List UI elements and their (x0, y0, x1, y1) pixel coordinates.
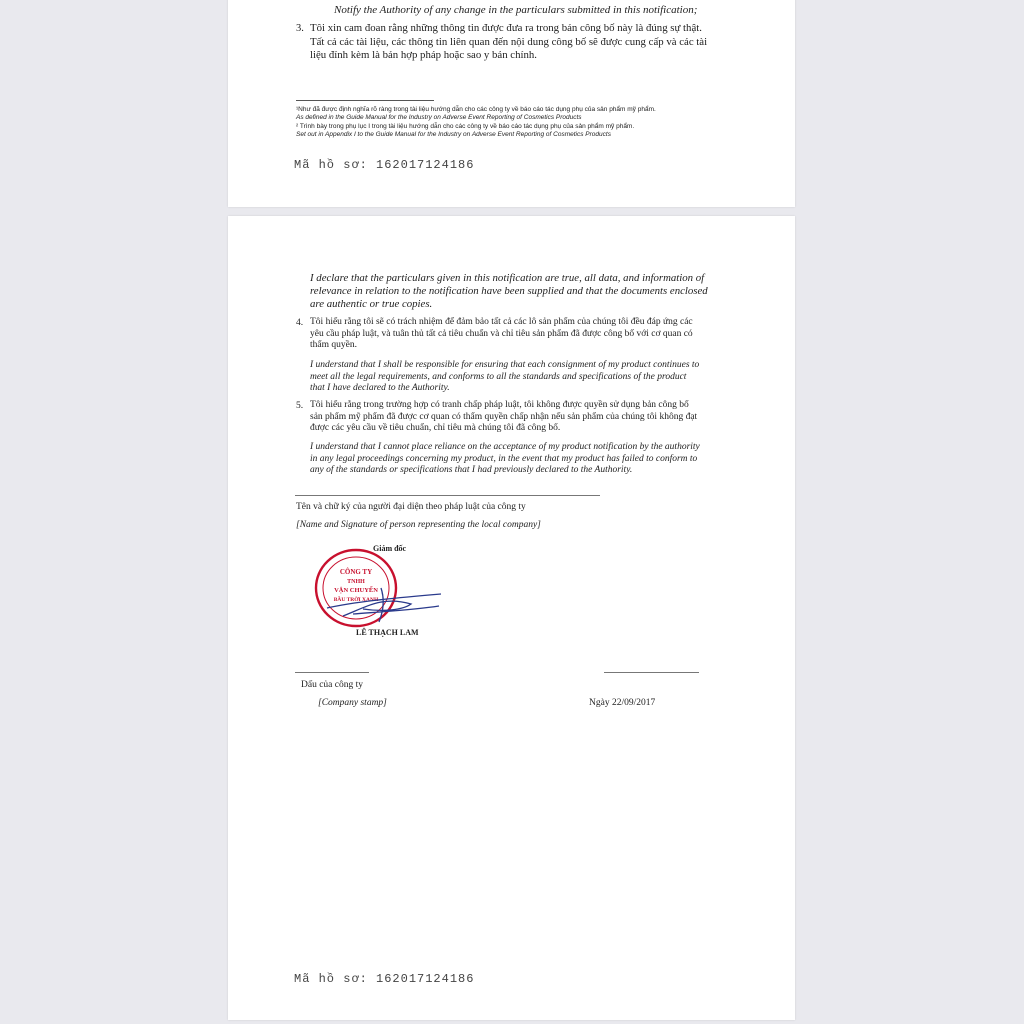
seal-line: TNHH (347, 579, 365, 585)
notify-line: Notify the Authority of any change in the particulars submitted in this notification; (334, 4, 698, 16)
handwritten-signature (323, 576, 453, 626)
item-4-number: 4. (296, 318, 304, 328)
item-4-en-line: I understand that I shall be responsible for ensuring that each consignment of my product continues to (310, 360, 700, 370)
item-4-en-line: meet all the legal requirements, and conforms to all the standards and specifications of the product (310, 371, 687, 382)
seal-line: VẬN CHUYỂN (334, 587, 378, 594)
item-5-vi (310, 400, 742, 435)
footnote-2-vi: ² Trình bày trong phụ lục I trong tài liệu hướng dẫn cho các công ty về báo cáo tác dụng phụ của sản phẩm mỹ phẩm. (296, 122, 635, 130)
item-3-number: 3. (296, 23, 304, 34)
item-5-en-line: any of the standards or specifications that I had previously declared to the Authority. (310, 465, 633, 475)
item-4-en (310, 360, 742, 395)
declaration-line: I declare that the particulars given in this notification are true, all data, and information of (310, 272, 705, 284)
footnote-1-vi: ¹Như đã được định nghĩa rõ ràng trong tài liệu hướng dẫn cho các công ty về báo cáo tác dụng phụ của sản phẩm mỹ phẩm. (296, 106, 656, 113)
footnote-1-en: As defined in the Guide Manual for the Industry on Adverse Event Reporting of Cosmetics Products (296, 114, 582, 122)
item-5-en-line: I understand that I cannot place reliance on the acceptance of my product notification by the authority (310, 442, 700, 452)
company-stamp-label-en: [Company stamp] (318, 698, 387, 708)
signature-line (295, 495, 600, 496)
item-5-en-line: in any legal proceedings concerning my product, in the event that my product has failed to conform to (310, 453, 698, 464)
item-4-en-line: that I have declared to the Authority. (310, 383, 450, 393)
company-stamp-label-vi: Dấu của công ty (301, 680, 363, 690)
item-3-line: Tôi xin cam đoan rằng những thông tin được đưa ra trong bản công bố này là đúng sự thật. (310, 22, 702, 34)
item-5-vi-line: sản phẩm mỹ phẩm đã được cơ quan có thẩm quyền chấp nhận nếu sản phẩm của chúng tôi không đạt (310, 411, 698, 422)
item-4-vi-line: Tôi hiểu rằng tôi sẽ có trách nhiệm để đảm bảo tất cả các lô sản phẩm của chúng tôi đều đáp ứng các (310, 317, 693, 327)
declaration-en (310, 272, 742, 311)
item-4-vi-line: yêu cầu pháp luật, và tuân thủ tất cả tiêu chuẩn và chỉ tiêu sản phẩm đã được công bố với cơ quan có (310, 328, 693, 339)
footnote-divider (296, 100, 434, 101)
footnote-2-en: Set out in Appendix I to the Guide Manual for the Industry on Adverse Event Reporting of Cosmetics Products (296, 131, 611, 139)
seal-line: BẦU TRỜI XANH (333, 597, 379, 603)
item-4-vi (310, 317, 742, 352)
record-code: Mã hồ sơ: 162017124186 (294, 972, 475, 986)
item-3-text (310, 22, 740, 63)
seal-line: CÔNG TY (339, 568, 373, 576)
item-5-number: 5. (296, 401, 304, 411)
document-page-1 (228, 0, 795, 207)
signature-label-vi: Tên và chữ ký của người đại diện theo pháp luật của công ty (296, 502, 526, 512)
record-code: Mã hồ sơ: 162017124186 (294, 158, 475, 172)
declaration-line: relevance in relation to the notification have been supplied and that the documents enclosed (310, 285, 708, 297)
declaration-line: are authentic or true copies. (310, 298, 433, 310)
document-page-2 (228, 216, 795, 1020)
stamp-line (295, 672, 369, 673)
item-5-vi-line: được các yêu cầu về tiêu chuẩn, chỉ tiêu mà chúng tôi đã công bố. (310, 423, 561, 433)
item-3-line: Tất cả các tài liệu, các thông tin liên quan đến nội dung công bố sẽ được cung cấp và các tài (310, 35, 708, 48)
date: Ngày 22/09/2017 (589, 698, 656, 708)
signature-label-en: [Name and Signature of person representing the local company] (296, 520, 541, 530)
date-line (604, 672, 699, 673)
item-5-vi-line: Tôi hiểu rằng trong trường hợp có tranh chấp pháp luật, tôi không được quyền sử dụng bản công bố (310, 400, 689, 410)
signer-title: Giám đốc (373, 544, 407, 553)
signer-name: LÊ THẠCH LAM (356, 628, 419, 637)
footnotes (296, 106, 766, 140)
item-4-vi-line: thẩm quyền. (310, 340, 357, 350)
item-5-en (310, 442, 742, 477)
item-3-line: liệu đính kèm là bản hợp pháp hoặc sao y bản chính. (310, 49, 537, 61)
